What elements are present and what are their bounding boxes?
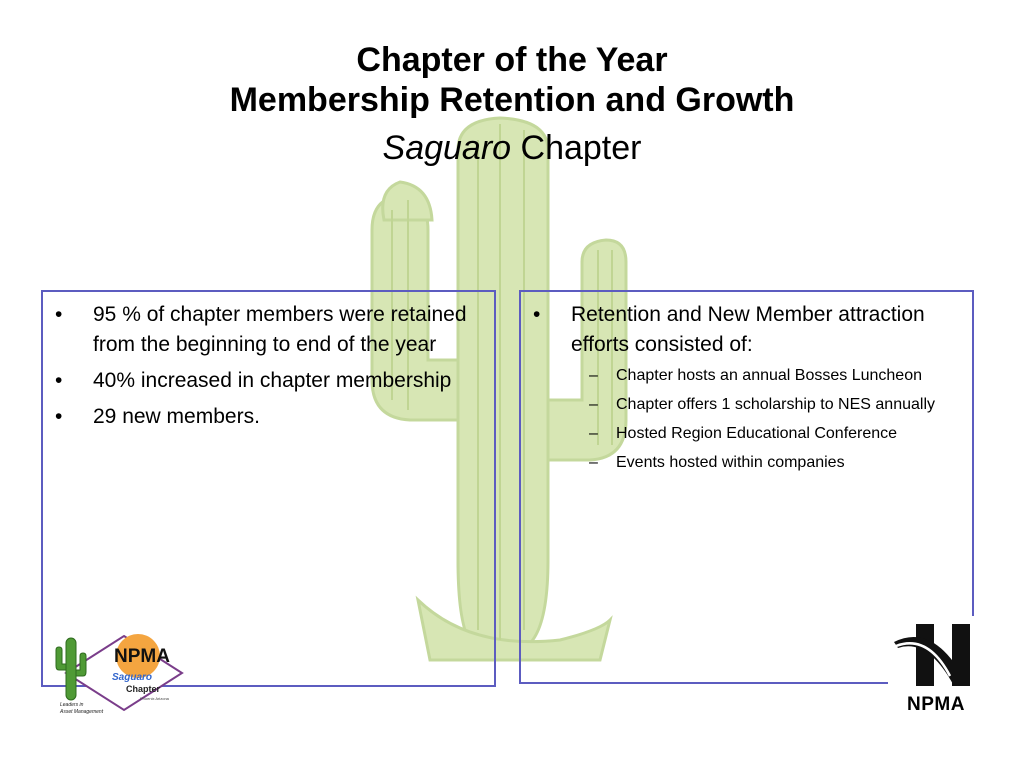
title-line-2: Membership Retention and Growth bbox=[229, 81, 795, 119]
right-bullet-list bbox=[533, 300, 963, 481]
dash-marker: – bbox=[589, 425, 598, 442]
slide-title bbox=[0, 40, 1024, 170]
bullet-marker: • bbox=[55, 369, 63, 392]
logo-chapter-name-text: Saguaro bbox=[112, 672, 153, 683]
bullet-marker: • bbox=[55, 405, 63, 428]
left-bullet-list bbox=[55, 300, 491, 438]
logo-chapter-word-text: Chapter bbox=[126, 684, 161, 694]
logo-location-text: Phoenix Arizona bbox=[140, 696, 169, 701]
left-content-box bbox=[41, 290, 496, 687]
list-item bbox=[55, 402, 491, 432]
title-chapter-word: Chapter bbox=[511, 129, 642, 167]
sub-item-text: Events hosted within companies bbox=[616, 454, 845, 471]
list-item bbox=[55, 366, 491, 396]
logo-tagline-1: Leaders in bbox=[60, 702, 84, 708]
bullet-text: Retention and New Member attraction efforts consisted of: bbox=[571, 303, 925, 356]
dash-marker: – bbox=[589, 396, 598, 413]
sub-list-item bbox=[533, 451, 963, 475]
npma-saguaro-chapter-logo bbox=[54, 630, 186, 716]
title-italic-word: Saguaro bbox=[382, 129, 512, 167]
logo-tagline-2: Asset Management bbox=[60, 709, 104, 715]
bullet-marker: • bbox=[55, 303, 63, 326]
npma-logo bbox=[888, 616, 984, 720]
npma-emblem-icon bbox=[888, 616, 984, 694]
bullet-text: 95 % of chapter members were retained from the beginning to end of the year bbox=[93, 303, 467, 356]
bullet-text: 40% increased in chapter membership bbox=[93, 369, 452, 392]
sub-item-text: Chapter offers 1 scholarship to NES annually bbox=[616, 396, 935, 413]
list-item bbox=[533, 300, 963, 475]
sub-list-item bbox=[533, 364, 963, 388]
npma-caption: NPMA bbox=[907, 694, 965, 715]
list-item bbox=[55, 300, 491, 360]
logo-npma-text: NPMA bbox=[114, 646, 170, 667]
sub-list-item bbox=[533, 422, 963, 446]
sub-item-text: Chapter hosts an annual Bosses Luncheon bbox=[616, 367, 922, 384]
dash-marker: – bbox=[589, 454, 598, 471]
title-line-1: Chapter of the Year bbox=[356, 41, 668, 79]
bullet-marker: • bbox=[533, 303, 541, 326]
title-line-3 bbox=[0, 126, 1024, 170]
sub-item-list bbox=[533, 364, 963, 475]
bullet-text: 29 new members. bbox=[93, 405, 260, 428]
sub-list-item bbox=[533, 393, 963, 417]
sub-item-text: Hosted Region Educational Conference bbox=[616, 425, 898, 442]
dash-marker: – bbox=[589, 367, 598, 384]
